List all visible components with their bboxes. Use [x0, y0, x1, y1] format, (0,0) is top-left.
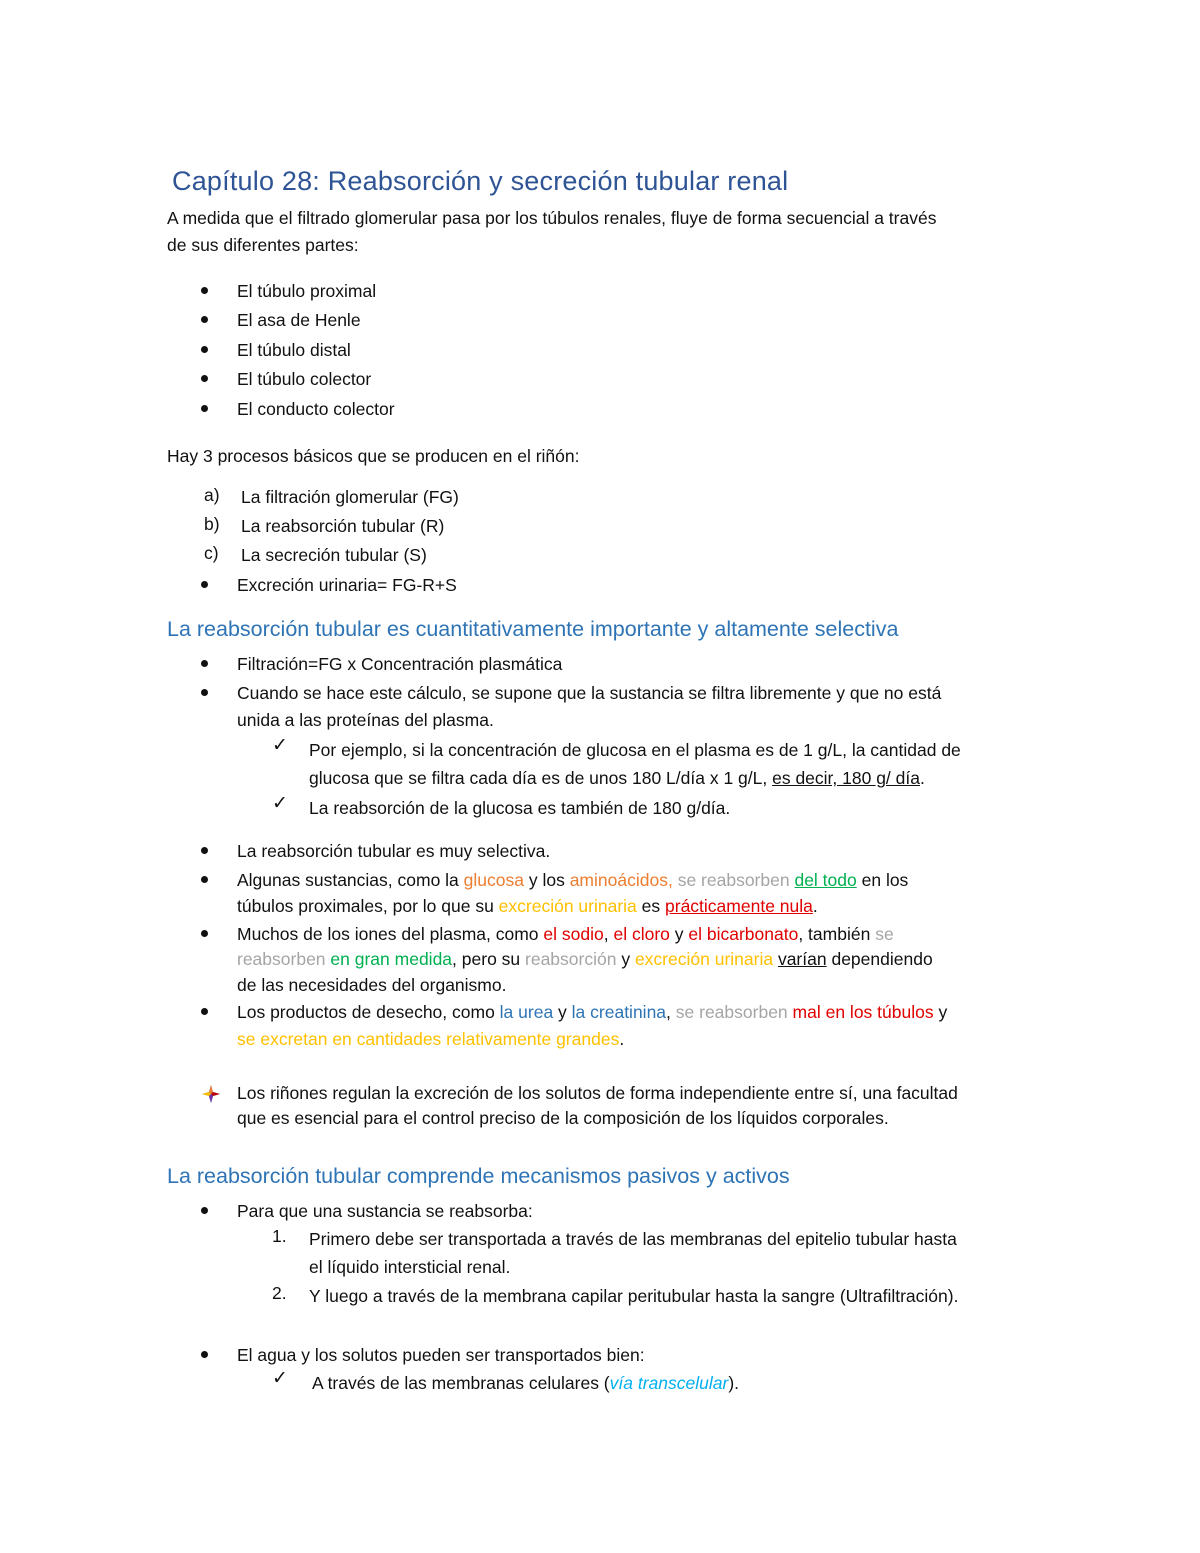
list-marker: a): [204, 485, 220, 505]
bullet-dot-icon: [199, 314, 211, 326]
list-item-cont: unida a las proteínas del plasma.: [237, 710, 494, 730]
list-item: El conducto colector: [237, 399, 395, 419]
list-item: Para que una sustancia se reabsorba:: [237, 1201, 533, 1221]
bullet-dot-icon: [199, 1349, 211, 1361]
bullet-dot-icon: [199, 1006, 211, 1018]
intro-line-1: A medida que el filtrado glomerular pasa por los túbulos renales, fluye de forma secuencial a través: [167, 208, 937, 228]
bullet-dot-icon: [199, 874, 211, 886]
numbered-item: Y luego a través de la membrana capilar peritubular hasta la sangre (Ultrafiltración).: [309, 1286, 959, 1306]
intro-line-2: de sus diferentes partes:: [167, 235, 359, 255]
bullet-dot-icon: [199, 373, 211, 385]
check-item: Por ejemplo, si la concentración de glucosa en el plasma es de 1 g/L, la cantidad de: [309, 740, 961, 760]
bullet-dot-icon: [199, 344, 211, 356]
bullet-dot-icon: [199, 1205, 211, 1217]
list-item: El túbulo colector: [237, 369, 372, 389]
list-item: La filtración glomerular (FG): [241, 487, 459, 507]
four-point-star-icon: [202, 1085, 220, 1103]
check-item: A través de las membranas celulares (vía transcelular).: [312, 1373, 740, 1393]
checkmark-icon: ✓: [272, 1368, 288, 1389]
section-heading: La reabsorción tubular es cuantitativamente importante y altamente selectiva: [167, 617, 899, 641]
list-marker: 1.: [272, 1226, 287, 1246]
bullet-dot-icon: [199, 845, 211, 857]
bullet-dot-icon: [199, 928, 211, 940]
list-item: Cuando se hace este cálculo, se supone que la sustancia se filtra libremente y que no está: [237, 683, 942, 703]
list-marker: 2.: [272, 1283, 287, 1303]
bullet-dot-icon: [199, 403, 211, 415]
checkmark-icon: ✓: [272, 735, 288, 756]
excretion-formula: Excreción urinaria= FG-R+S: [237, 575, 457, 595]
list-marker: b): [204, 514, 220, 534]
bullet-dot-icon: [199, 687, 211, 699]
list-item: La reabsorción tubular es muy selectiva.: [237, 841, 551, 861]
list-marker: c): [204, 543, 219, 563]
bullet-dot-icon: [199, 658, 211, 670]
bullet-dot-icon: [199, 285, 211, 297]
bullet-dot-icon: [199, 579, 211, 591]
list-item-cont: reabsorben en gran medida, pero su reabsorción y excreción urinaria varían dependiendo: [237, 949, 933, 969]
processes-intro: Hay 3 procesos básicos que se producen en el riñón:: [167, 446, 580, 466]
check-item-cont: glucosa que se filtra cada día es de unos 180 L/día x 1 g/L, es decir, 180 g/ día.: [309, 768, 925, 788]
note-line-1: Los riñones regulan la excreción de los solutos de forma independiente entre sí, una facultad: [237, 1083, 958, 1103]
list-item-cont: túbulos proximales, por lo que su excreción urinaria es prácticamente nula.: [237, 896, 818, 916]
note-line-2: que es esencial para el control preciso de la composición de los líquidos corporales.: [237, 1108, 889, 1128]
list-item: La secreción tubular (S): [241, 545, 427, 565]
page-title: Capítulo 28: Reabsorción y secreción tubular renal: [172, 166, 789, 196]
list-item: El asa de Henle: [237, 310, 361, 330]
list-item-colored: Algunas sustancias, como la glucosa y los aminoácidos, se reabsorben del todo en los: [237, 870, 909, 890]
list-item-colored: Los productos de desecho, como la urea y la creatinina, se reabsorben mal en los túbulos y: [237, 1002, 948, 1022]
numbered-item: Primero debe ser transportada a través de las membranas del epitelio tubular hasta: [309, 1229, 957, 1249]
list-item-cont: se excretan en cantidades relativamente grandes.: [237, 1029, 625, 1049]
list-item: El túbulo distal: [237, 340, 351, 360]
list-item: Filtración=FG x Concentración plasmática: [237, 654, 563, 674]
list-item-cont: de las necesidades del organismo.: [237, 975, 507, 995]
list-item: El agua y los solutos pueden ser transportados bien:: [237, 1345, 645, 1365]
section-heading: La reabsorción tubular comprende mecanismos pasivos y activos: [167, 1164, 790, 1188]
list-item: La reabsorción tubular (R): [241, 516, 445, 536]
list-item-colored: Muchos de los iones del plasma, como el sodio, el cloro y el bicarbonato, también se: [237, 924, 894, 944]
numbered-item-cont: el líquido intersticial renal.: [309, 1257, 511, 1277]
list-item: El túbulo proximal: [237, 281, 377, 301]
check-item: La reabsorción de la glucosa es también de 180 g/día.: [309, 798, 731, 818]
checkmark-icon: ✓: [272, 793, 288, 814]
